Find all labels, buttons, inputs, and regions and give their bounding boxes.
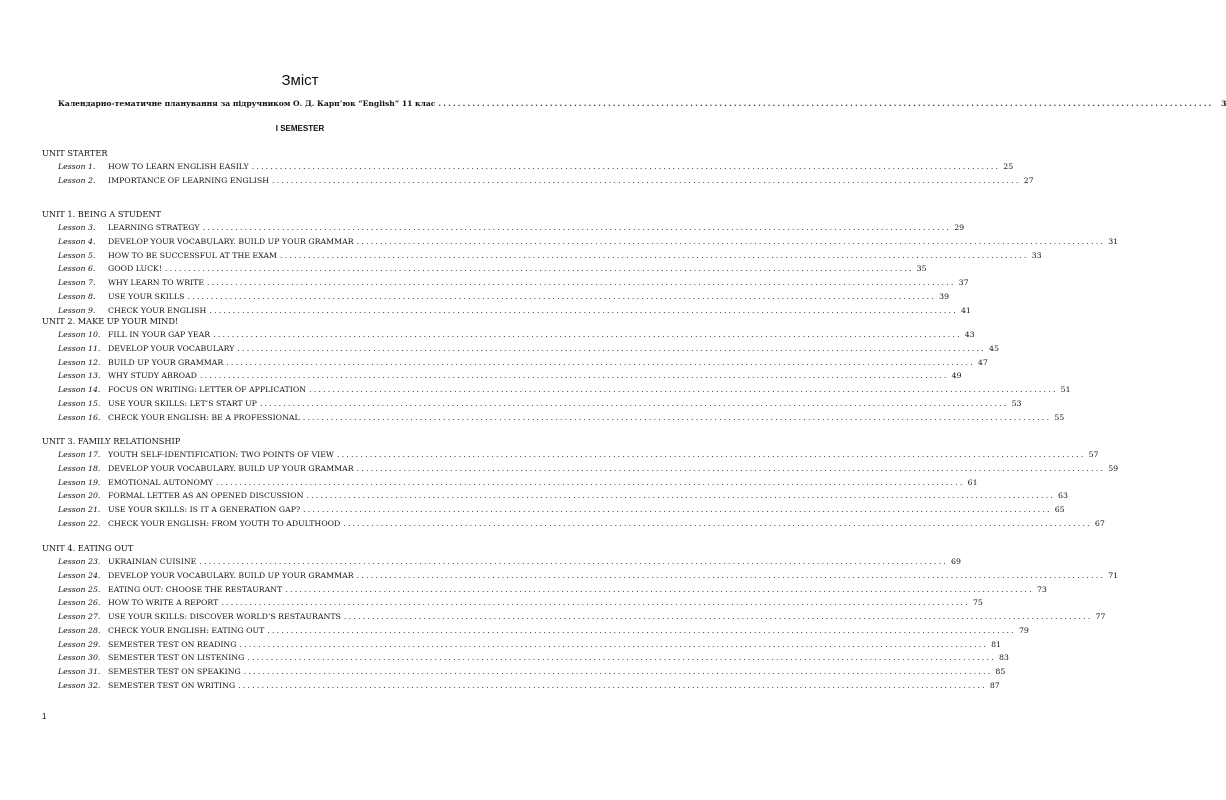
dot-leader: ................................................................................................................................................................ xyxy=(343,612,1093,621)
page-ref: 27 xyxy=(1023,175,1034,185)
unit-heading: UNIT STARTER xyxy=(42,148,108,158)
lesson-title: IMPORTANCE OF LEARNING ENGLISH xyxy=(108,175,270,185)
toc-entry[interactable] xyxy=(58,450,1099,462)
page-ref: 45 xyxy=(989,343,999,353)
dot-leader: ................................................................................................................................................................ xyxy=(303,505,1052,514)
dot-leader: ................................................................................................................................................................ xyxy=(238,680,987,690)
dot-leader: ................................................................................................................................................................ xyxy=(272,175,1021,185)
page-ref: 61 xyxy=(967,477,978,487)
page-ref: 71 xyxy=(1108,570,1119,580)
dot-leader: ................................................................................................................................................................ xyxy=(187,291,937,301)
toc-entry[interactable] xyxy=(58,477,978,490)
lesson-label: Lesson 7. xyxy=(58,278,96,287)
lesson-title: USE YOUR SKILLS: LET’S START UP xyxy=(108,398,257,408)
lesson-title: YOUTH SELF-IDENTIFICATION: TWO POINTS OF VIEW xyxy=(108,450,334,459)
toc-entry[interactable] xyxy=(58,680,1000,693)
toc-entry[interactable] xyxy=(58,412,1065,425)
dot-leader: ................................................................................................................................................................ xyxy=(207,278,956,287)
page-ref: 37 xyxy=(958,278,969,287)
page-ref: 51 xyxy=(1060,385,1071,394)
toc-entry[interactable] xyxy=(58,236,1119,249)
page-ref: 79 xyxy=(1018,625,1029,635)
toc-entry[interactable] xyxy=(58,639,1002,652)
toc-entry[interactable] xyxy=(58,491,1068,503)
page-ref: 65 xyxy=(1054,505,1065,514)
lesson-label: Lesson 8. xyxy=(58,291,96,301)
toc-entry[interactable] xyxy=(58,505,1065,517)
lesson-label: Lesson 19. xyxy=(58,477,101,487)
lesson-label: Lesson 29. xyxy=(58,639,101,649)
page-ref: 85 xyxy=(995,667,1006,676)
dot-leader: ................................................................................................................................................................ xyxy=(356,463,1106,473)
page-ref: 81 xyxy=(991,639,1002,649)
dot-leader: ................................................................................................................................................................ xyxy=(336,450,1086,459)
lesson-title: UKRAINIAN CUISINE xyxy=(108,557,197,566)
toc-entry[interactable] xyxy=(58,557,961,569)
lesson-label: Lesson 17. xyxy=(58,450,101,459)
lesson-label: Lesson 20. xyxy=(58,491,101,501)
lesson-title: LEARNING STRATEGY xyxy=(108,223,200,232)
lesson-label: Lesson 30. xyxy=(58,653,101,663)
lesson-label: Lesson 18. xyxy=(58,463,101,473)
unit-heading: UNIT 3. FAMILY RELATIONSHIP xyxy=(42,436,181,446)
lesson-title: CHECK YOUR ENGLISH: BE A PROFESSIONAL xyxy=(108,412,300,422)
toc-entry[interactable] xyxy=(58,584,1047,597)
dot-leader: ................................................................................................................................................................ xyxy=(302,412,1052,422)
dot-leader: ................................................................................................................................................................ xyxy=(209,305,958,315)
page-ref: 47 xyxy=(977,357,988,367)
lesson-title: SEMESTER TEST ON WRITING xyxy=(108,680,236,690)
lesson-label: Lesson 1. xyxy=(58,162,96,171)
page-ref: 33 xyxy=(1031,250,1042,260)
lesson-label: Lesson 6. xyxy=(58,264,96,274)
toc-entry[interactable] xyxy=(58,667,1006,679)
page-ref: 49 xyxy=(951,371,962,381)
lesson-title: CHECK YOUR ENGLISH xyxy=(108,305,207,315)
page-number: 1 xyxy=(42,712,47,721)
lesson-label: Lesson 27. xyxy=(58,612,101,621)
dot-leader: ................................................................................................................................................................ xyxy=(259,398,1009,408)
intro-title: Календарно-тематичне планування за підручником О. Д. Карп’юк “English” 11 клас xyxy=(58,99,436,108)
page-title: Зміст xyxy=(281,72,319,89)
toc-entry[interactable] xyxy=(58,570,1119,583)
dot-leader: ................................................................................................................................................................ xyxy=(309,385,1058,394)
semester-heading: I SEMESTER xyxy=(275,124,325,133)
dot-leader: ................................................................................................................................................................ xyxy=(306,491,1055,501)
lesson-label: Lesson 5. xyxy=(58,250,96,260)
dot-leader: ................................................................................................................................................................ xyxy=(356,570,1106,580)
toc-entry[interactable] xyxy=(58,653,1009,665)
page-ref: 43 xyxy=(964,330,975,339)
unit-heading: UNIT 2. MAKE UP YOUR MIND! xyxy=(42,316,179,326)
lesson-title: SEMESTER TEST ON READING xyxy=(108,639,237,649)
page-ref: 87 xyxy=(989,680,1000,690)
lesson-title: DEVELOP YOUR VOCABULARY. BUILD UP YOUR GRAMMAR xyxy=(108,463,354,473)
page-ref: 77 xyxy=(1095,612,1106,621)
lesson-label: Lesson 22. xyxy=(58,518,101,528)
lesson-title: GOOD LUCK! xyxy=(108,264,162,274)
dot-leader: ................................................................................................................................................................ xyxy=(280,250,1029,260)
lesson-title: FORMAL LETTER AS AN OPENED DISCUSSION xyxy=(108,491,304,501)
lesson-title: BUILD UP YOUR GRAMMAR xyxy=(108,357,224,367)
lesson-label: Lesson 31. xyxy=(58,667,101,676)
lesson-label: Lesson 2. xyxy=(58,175,96,185)
lesson-title: USE YOUR SKILLS xyxy=(108,291,185,301)
lesson-label: Lesson 12. xyxy=(58,357,101,367)
dot-leader: ................................................................................................................................................................ xyxy=(237,343,986,353)
lesson-label: Lesson 15. xyxy=(58,398,101,408)
toc-entry[interactable] xyxy=(58,357,988,370)
lesson-title: CHECK YOUR ENGLISH: EATING OUT xyxy=(108,625,265,635)
dot-leader: ................................................................................................................................................................ xyxy=(165,264,914,274)
unit-heading: UNIT 4. EATING OUT xyxy=(42,543,134,553)
page-ref: 59 xyxy=(1108,463,1119,473)
toc-entry[interactable] xyxy=(58,250,1042,263)
lesson-label: Lesson 25. xyxy=(58,584,101,594)
toc-entry[interactable] xyxy=(58,264,927,276)
lesson-label: Lesson 9. xyxy=(58,305,96,315)
page-ref: 55 xyxy=(1054,412,1065,422)
dot-leader: ................................................................................................................................................................ xyxy=(221,598,970,608)
lesson-title: FILL IN YOUR GAP YEAR xyxy=(108,330,211,339)
lesson-label: Lesson 21. xyxy=(58,505,101,514)
lesson-title: DEVELOP YOUR VOCABULARY xyxy=(108,343,235,353)
toc-entry[interactable] xyxy=(58,371,962,383)
toc-entry[interactable] xyxy=(58,612,1106,624)
lesson-title: SEMESTER TEST ON LISTENING xyxy=(108,653,245,663)
lesson-title: FOCUS ON WRITING: LETTER OF APPLICATION xyxy=(108,385,307,394)
page-ref: 63 xyxy=(1058,491,1068,501)
dot-leader: ................................................................................................................................................................ xyxy=(243,667,993,676)
dot-leader: ................................................................................................................................................................ xyxy=(239,639,989,649)
lesson-title: CHECK YOUR ENGLISH: FROM YOUTH TO ADULTHOOD xyxy=(108,518,341,528)
page-ref: 39 xyxy=(939,291,950,301)
toc-entry[interactable] xyxy=(58,162,1014,174)
toc-entry[interactable] xyxy=(58,385,1071,397)
lesson-title: DEVELOP YOUR VOCABULARY. BUILD UP YOUR GRAMMAR xyxy=(108,570,354,580)
lesson-title: DEVELOP YOUR VOCABULARY. BUILD UP YOUR GRAMMAR xyxy=(108,236,354,246)
lesson-title: WHY LEARN TO WRITE xyxy=(108,278,205,287)
page-ref: 35 xyxy=(916,264,927,274)
page-ref: 57 xyxy=(1088,450,1099,459)
lesson-label: Lesson 11. xyxy=(58,343,101,353)
dot-leader: ................................................................................................................................................................ xyxy=(213,330,962,339)
page-ref: 29 xyxy=(954,223,965,232)
dot-leader: ................................................................................................................................................................ xyxy=(356,236,1106,246)
toc-entry[interactable] xyxy=(58,398,1022,411)
toc-entry[interactable] xyxy=(58,518,1105,531)
toc-entry[interactable] xyxy=(58,278,969,290)
page-ref: 67 xyxy=(1094,518,1105,528)
lesson-label: Lesson 28. xyxy=(58,625,101,635)
toc-entry[interactable] xyxy=(58,463,1119,476)
lesson-label: Lesson 32. xyxy=(58,680,101,690)
lesson-title: USE YOUR SKILLS: IS IT A GENERATION GAP? xyxy=(108,505,301,514)
dot-leader: ................................................................................................................................................................ xyxy=(247,653,996,663)
dot-leader: ................................................................................................................................................................ xyxy=(199,371,949,381)
toc-entry[interactable] xyxy=(58,291,950,304)
lesson-label: Lesson 10. xyxy=(58,330,101,339)
page-ref: 69 xyxy=(951,557,961,566)
lesson-title: EATING OUT: CHOOSE THE RESTAURANT xyxy=(108,584,283,594)
lesson-label: Lesson 23. xyxy=(58,557,101,566)
lesson-title: HOW TO WRITE A REPORT xyxy=(108,598,219,608)
page-ref: 53 xyxy=(1011,398,1022,408)
lesson-title: HOW TO BE SUCCESSFUL AT THE EXAM xyxy=(108,250,278,260)
lesson-label: Lesson 26. xyxy=(58,598,101,608)
dot-leader: ................................................................................................................................................................ xyxy=(285,584,1034,594)
dot-leader: ................................................................................................................................................................ xyxy=(202,223,952,232)
page-ref: 31 xyxy=(1108,236,1119,246)
lesson-title: USE YOUR SKILLS: DISCOVER WORLD’S RESTAURANTS xyxy=(108,612,341,621)
dot-leader: ................................................................................................................................................................ xyxy=(251,162,1001,171)
dot-leader: ................................................................................................................................................................ xyxy=(343,518,1092,528)
lesson-label: Lesson 3. xyxy=(58,223,96,232)
lesson-label: Lesson 24. xyxy=(58,570,101,580)
lesson-label: Lesson 13. xyxy=(58,371,101,381)
toc-entry[interactable] xyxy=(58,330,975,342)
lesson-label: Lesson 16. xyxy=(58,412,101,422)
toc-entry[interactable] xyxy=(58,223,965,235)
toc-intro-entry[interactable] xyxy=(58,99,1226,111)
toc-entry[interactable] xyxy=(58,175,1034,188)
page-ref: 83 xyxy=(998,653,1009,663)
dot-leader: ................................................................................................................................................................ xyxy=(216,477,965,487)
lesson-title: WHY STUDY ABROAD xyxy=(108,371,197,381)
page-ref: 75 xyxy=(972,598,983,608)
dot-leader: ................................................................................................................................................................ xyxy=(226,357,975,367)
page-ref: 73 xyxy=(1036,584,1047,594)
lesson-label: Lesson 14. xyxy=(58,385,101,394)
toc-entry[interactable] xyxy=(58,343,999,356)
lesson-title: HOW TO LEARN ENGLISH EASILY xyxy=(108,162,249,171)
page-ref: 3 xyxy=(1221,99,1226,108)
unit-heading: UNIT 1. BEING A STUDENT xyxy=(42,209,161,219)
lesson-label: Lesson 4. xyxy=(58,236,96,246)
lesson-title: SEMESTER TEST ON SPEAKING xyxy=(108,667,241,676)
toc-entry[interactable] xyxy=(58,598,983,610)
page-ref: 25 xyxy=(1003,162,1014,171)
toc-entry[interactable] xyxy=(58,625,1029,638)
lesson-title: EMOTIONAL AUTONOMY xyxy=(108,477,213,487)
dot-leader: ................................................................................................................................................................ xyxy=(438,99,1214,108)
dot-leader: ................................................................................................................................................................ xyxy=(199,557,948,566)
dot-leader: ................................................................................................................................................................ xyxy=(267,625,1016,635)
page-ref: 41 xyxy=(960,305,971,315)
